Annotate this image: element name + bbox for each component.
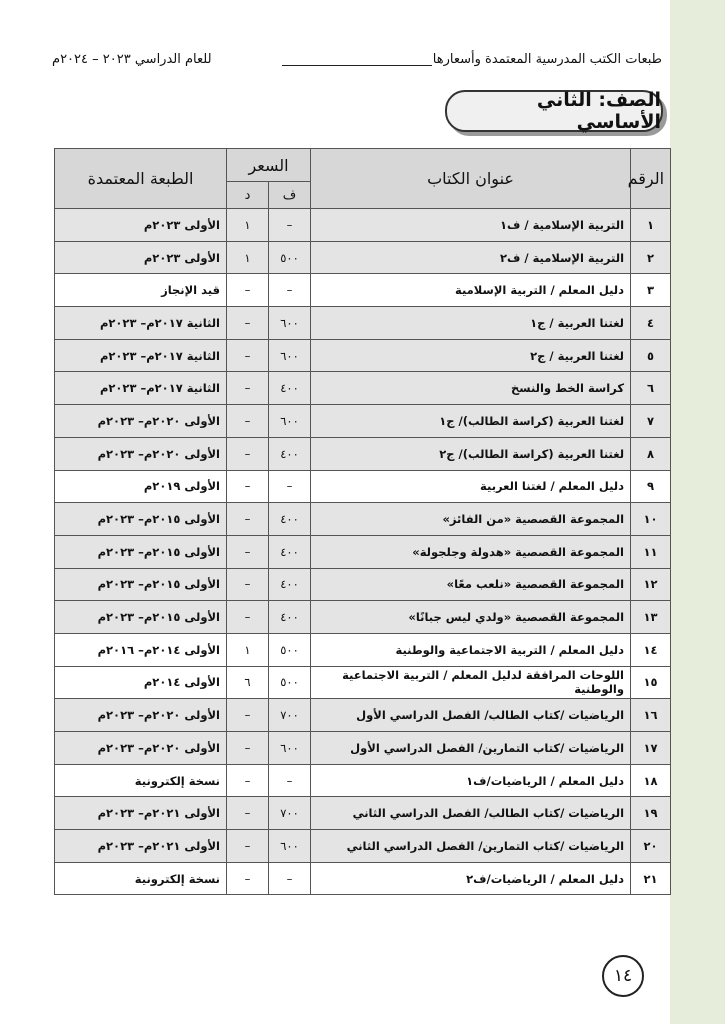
- row-price-fils: –: [269, 274, 311, 307]
- row-price-fils: ٦٠٠: [269, 339, 311, 372]
- row-price-dinar: –: [227, 830, 269, 863]
- row-price-fils: –: [269, 209, 311, 242]
- row-title: اللوحات المرافقة لدليل المعلم / التربية الاجتماعية والوطنية: [311, 666, 631, 699]
- row-edition: نسخة إلكترونية: [55, 764, 227, 797]
- row-price-dinar: ١: [227, 209, 269, 242]
- row-price-dinar: ١: [227, 633, 269, 666]
- row-price-dinar: –: [227, 732, 269, 765]
- row-price-fils: –: [269, 764, 311, 797]
- row-title: لغتنا العربية / ج١: [311, 307, 631, 340]
- row-title: دليل المعلم / التربية الإسلامية: [311, 274, 631, 307]
- row-price-dinar: –: [227, 470, 269, 503]
- row-title: الرياضيات /كتاب الطالب/ الفصل الدراسي الأول: [311, 699, 631, 732]
- row-price-dinar: –: [227, 437, 269, 470]
- row-price-fils: ٤٠٠: [269, 568, 311, 601]
- row-price-dinar: –: [227, 568, 269, 601]
- table-row: [55, 535, 671, 568]
- row-edition: الأولى ٢٠٢٠م– ٢٠٢٣م: [55, 732, 227, 765]
- row-edition: الثانية ٢٠١٧م– ٢٠٢٣م: [55, 339, 227, 372]
- row-title: الرياضيات /كتاب التمارين/ الفصل الدراسي الثاني: [311, 830, 631, 863]
- table-row: [55, 470, 671, 503]
- row-price-fils: ٤٠٠: [269, 372, 311, 405]
- row-title: المجموعة القصصية «نلعب معًا»: [311, 568, 631, 601]
- row-edition: الأولى ٢٠٢٠م– ٢٠٢٣م: [55, 437, 227, 470]
- row-number: ١٦: [631, 699, 671, 732]
- table-row: [55, 372, 671, 405]
- row-title: دليل المعلم / الرياضيات/ف١: [311, 764, 631, 797]
- row-price-fils: ٤٠٠: [269, 535, 311, 568]
- header-number: الرقم: [631, 149, 671, 209]
- row-number: ٥: [631, 339, 671, 372]
- row-price-dinar: –: [227, 503, 269, 536]
- row-edition: الأولى ٢٠١٥م– ٢٠٢٣م: [55, 503, 227, 536]
- row-number: ٧: [631, 405, 671, 438]
- row-edition: الأولى ٢٠١٤م– ٢٠١٦م: [55, 633, 227, 666]
- row-title: لغتنا العربية / ج٢: [311, 339, 631, 372]
- row-edition: الثانية ٢٠١٧م– ٢٠٢٣م: [55, 372, 227, 405]
- row-title: كراسة الخط والنسخ: [311, 372, 631, 405]
- row-title: الرياضيات /كتاب الطالب/ الفصل الدراسي الثاني: [311, 797, 631, 830]
- header-price-dinar: د: [227, 182, 269, 209]
- table-row: [55, 503, 671, 536]
- header-title: طبعات الكتب المدرسية المعتمدة وأسعارها: [432, 52, 662, 67]
- table-row: [55, 797, 671, 830]
- table-body: [55, 209, 671, 895]
- row-title: دليل المعلم / الرياضيات/ف٢: [311, 862, 631, 895]
- row-price-fils: ٤٠٠: [269, 503, 311, 536]
- row-edition: الأولى ٢٠٢٣م: [55, 209, 227, 242]
- row-number: ٣: [631, 274, 671, 307]
- row-title: لغتنا العربية (كراسة الطالب)/ ج١: [311, 405, 631, 438]
- row-price-fils: ٧٠٠: [269, 699, 311, 732]
- table-row: [55, 666, 671, 699]
- table-row: [55, 699, 671, 732]
- row-price-dinar: ٦: [227, 666, 269, 699]
- row-price-fils: ٦٠٠: [269, 307, 311, 340]
- row-price-dinar: ١: [227, 241, 269, 274]
- row-title: المجموعة القصصية «ولدي ليس جبانًا»: [311, 601, 631, 634]
- row-number: ٢: [631, 241, 671, 274]
- row-edition: الأولى ٢٠٢١م– ٢٠٢٣م: [55, 830, 227, 863]
- row-number: ١٩: [631, 797, 671, 830]
- row-title: دليل المعلم / التربية الاجتماعية والوطنية: [311, 633, 631, 666]
- row-title: التربية الإسلامية / ف٢: [311, 241, 631, 274]
- table-row: [55, 339, 671, 372]
- row-number: ٢١: [631, 862, 671, 895]
- row-price-fils: ٦٠٠: [269, 830, 311, 863]
- row-edition: الأولى ٢٠١٥م– ٢٠٢٣م: [55, 601, 227, 634]
- row-price-fils: –: [269, 470, 311, 503]
- row-price-dinar: –: [227, 601, 269, 634]
- row-price-dinar: –: [227, 307, 269, 340]
- header-year: للعام الدراسي ٢٠٢٣ – ٢٠٢٤م: [52, 52, 212, 67]
- row-edition: قيد الإنجاز: [55, 274, 227, 307]
- table-row: [55, 601, 671, 634]
- section-title: الصف: الثاني الأساسي: [445, 90, 663, 132]
- row-number: ١٧: [631, 732, 671, 765]
- header-price-fils: ف: [269, 182, 311, 209]
- row-number: ١: [631, 209, 671, 242]
- row-number: ٨: [631, 437, 671, 470]
- row-number: ٦: [631, 372, 671, 405]
- row-title: لغتنا العربية (كراسة الطالب)/ ج٢: [311, 437, 631, 470]
- row-number: ١٨: [631, 764, 671, 797]
- row-edition: الأولى ٢٠١٥م– ٢٠٢٣م: [55, 535, 227, 568]
- row-number: ١٣: [631, 601, 671, 634]
- row-price-dinar: –: [227, 274, 269, 307]
- table-row: [55, 307, 671, 340]
- side-strip: [670, 0, 725, 1024]
- table-row: [55, 209, 671, 242]
- row-title: دليل المعلم / لغتنا العربية: [311, 470, 631, 503]
- row-edition: نسخة إلكترونية: [55, 862, 227, 895]
- row-price-fils: ٥٠٠: [269, 666, 311, 699]
- row-number: ٤: [631, 307, 671, 340]
- table-row: [55, 764, 671, 797]
- table-row: [55, 830, 671, 863]
- row-price-dinar: –: [227, 699, 269, 732]
- row-price-fils: ٥٠٠: [269, 241, 311, 274]
- row-number: ١٠: [631, 503, 671, 536]
- table-row: [55, 732, 671, 765]
- row-number: ١٢: [631, 568, 671, 601]
- row-edition: الثانية ٢٠١٧م– ٢٠٢٣م: [55, 307, 227, 340]
- table-row: [55, 241, 671, 274]
- row-price-fils: –: [269, 862, 311, 895]
- row-price-dinar: –: [227, 535, 269, 568]
- table-row: [55, 633, 671, 666]
- row-price-dinar: –: [227, 764, 269, 797]
- table-row: [55, 274, 671, 307]
- row-number: ١٤: [631, 633, 671, 666]
- row-price-dinar: –: [227, 862, 269, 895]
- books-table: [54, 148, 671, 895]
- row-title: المجموعة القصصية «هدولة وجلجولة»: [311, 535, 631, 568]
- header-rule: [282, 65, 432, 66]
- row-edition: الأولى ٢٠٢١م– ٢٠٢٣م: [55, 797, 227, 830]
- row-title: التربية الإسلامية / ف١: [311, 209, 631, 242]
- header-edition: الطبعة المعتمدة: [55, 149, 227, 209]
- page-header: [52, 52, 662, 74]
- table-row: [55, 437, 671, 470]
- row-title: المجموعة القصصية «من الفائز»: [311, 503, 631, 536]
- row-price-fils: ٦٠٠: [269, 405, 311, 438]
- row-number: ١٥: [631, 666, 671, 699]
- table-row: [55, 568, 671, 601]
- row-edition: الأولى ٢٠٢٠م– ٢٠٢٣م: [55, 405, 227, 438]
- row-price-fils: ٤٠٠: [269, 437, 311, 470]
- row-price-fils: ٤٠٠: [269, 601, 311, 634]
- row-edition: الأولى ٢٠٢٠م– ٢٠٢٣م: [55, 699, 227, 732]
- row-price-fils: ٥٠٠: [269, 633, 311, 666]
- row-number: ٢٠: [631, 830, 671, 863]
- row-title: الرياضيات /كتاب التمارين/ الفصل الدراسي الأول: [311, 732, 631, 765]
- row-edition: الأولى ٢٠١٤م: [55, 666, 227, 699]
- row-price-dinar: –: [227, 339, 269, 372]
- header-price: السعر: [227, 149, 311, 182]
- row-edition: الأولى ٢٠١٥م– ٢٠٢٣م: [55, 568, 227, 601]
- row-edition: الأولى ٢٠١٩م: [55, 470, 227, 503]
- row-price-fils: ٦٠٠: [269, 732, 311, 765]
- row-edition: الأولى ٢٠٢٣م: [55, 241, 227, 274]
- header-title: عنوان الكتاب: [311, 149, 631, 209]
- table-row: [55, 862, 671, 895]
- row-price-dinar: –: [227, 405, 269, 438]
- row-number: ١١: [631, 535, 671, 568]
- table-row: [55, 405, 671, 438]
- row-price-dinar: –: [227, 372, 269, 405]
- row-number: ٩: [631, 470, 671, 503]
- row-price-dinar: –: [227, 797, 269, 830]
- row-price-fils: ٧٠٠: [269, 797, 311, 830]
- page-number: ١٤: [602, 955, 644, 997]
